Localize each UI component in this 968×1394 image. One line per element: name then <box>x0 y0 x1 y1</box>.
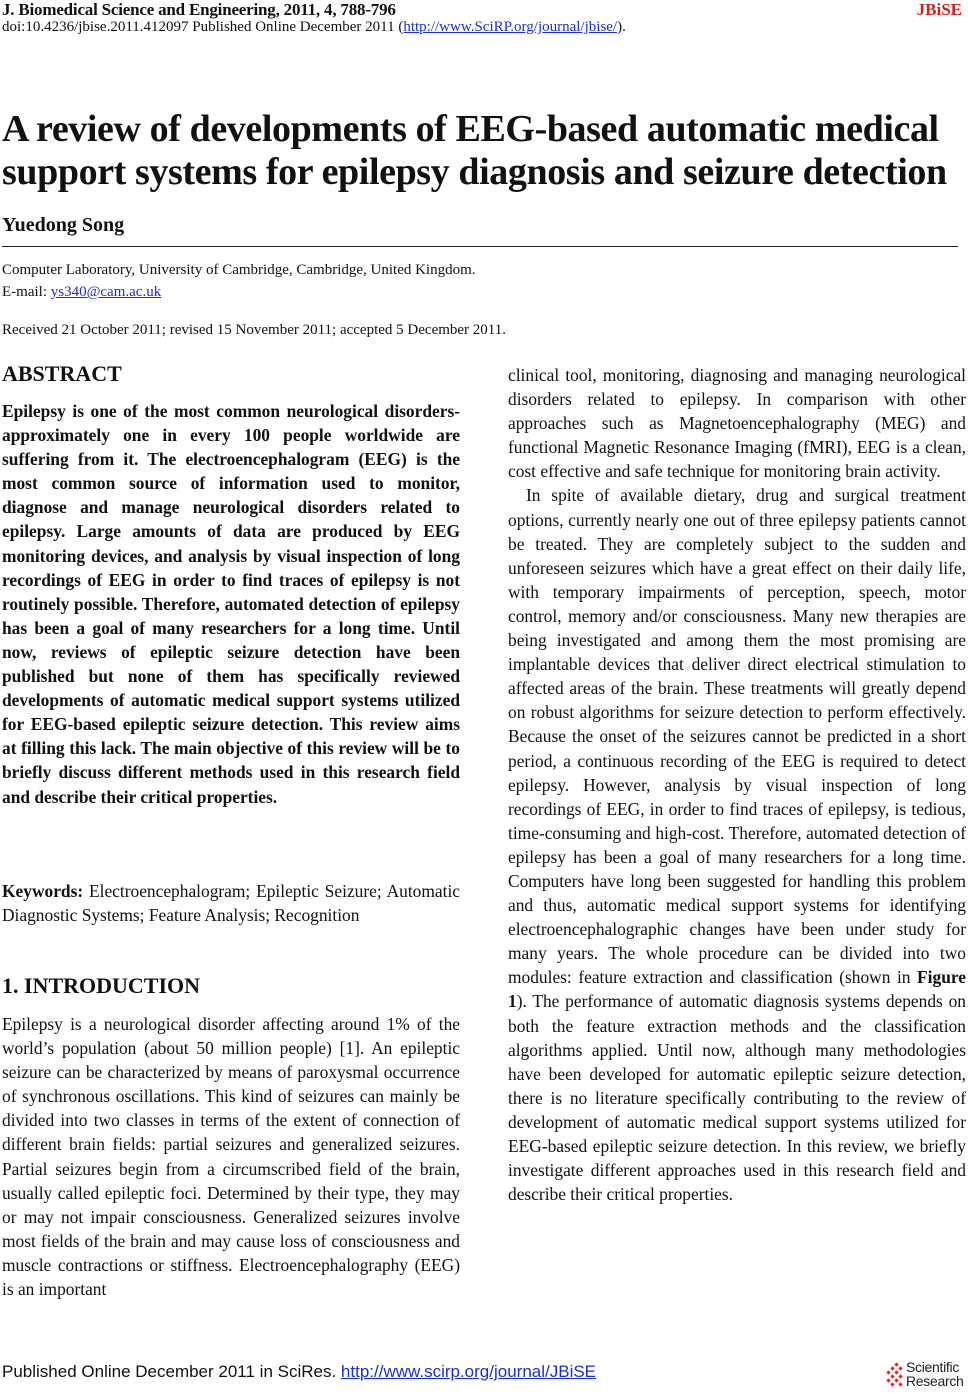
introduction-right-column <box>508 363 966 1206</box>
introduction-paragraph-1: Epilepsy is a neurological disorder affecting around 1% of the world’s population (about 50 million people) [1]. An epileptic seizure can be characterized by means of paroxysmal occurrence of synchronous oscillations. This kind of seizures can mainly be divided into two classes in terms of the extent of connection of different brain fields: partial seizures and generalized seizures. Partial seizures begin from a circumscribed field of the brain, usually called epileptic foci. Determined by their type, they may or may not impair consciousness. Generalized seizures involve most fields of the brain and may cause loss of consciousness and muscle contractions or stiffness. Electroencephalography (EEG) is an important <box>2 1014 460 1300</box>
affiliation: Computer Laboratory, University of Cambridge, Cambridge, United Kingdom. <box>2 262 476 278</box>
article-title: A review of developments of EEG-based automatic medical support systems for epilepsy diagnosis and seizure detection <box>2 108 947 193</box>
title-divider <box>2 246 958 247</box>
logo-diamond-icon <box>886 1362 906 1390</box>
received-dates: Received 21 October 2011; revised 15 November 2011; accepted 5 December 2011. <box>2 322 506 338</box>
doi-suffix: ). <box>617 19 626 35</box>
journal-citation: J. Biomedical Science and Engineering, 2011, 4, 788-796 <box>2 0 396 19</box>
keywords <box>2 879 460 927</box>
journal-url-link[interactable]: http://www.SciRP.org/journal/jbise/ <box>403 19 618 35</box>
introduction-paragraph-2: In spite of available dietary, drug and surgical treatment options, currently nearly one out of three epilepsy patients cannot be treated. They are completely subject to the sudden and unforeseen seizures which have a great effect on their daily life, with temporary impairments of perception, speech, motor control, memory and/or consciousness. Many new therapies are being investigated and among them the most promising are implantable devices that deliver direct electrical stimulation to affected areas of the brain. These treatments will greatly depend on robust algorithms for seizure detection to perform effectively. Because the onset of the seizures cannot be predicted in a short period, a continuous recording of the EEG is required to detect epilepsy. However, analysis by visual inspection of long recordings of EEG, in order to find traces of epilepsy, is tedious, time-consuming and high-cost. Therefore, automated detection of epilepsy has been a goal of many researchers for a long time. Computers have long been suggested for handling this problem and thus, automatic medical support systems for identifying electroencephalographic changes have been under study for many years. The whole procedure can be divided into two modules: feature extraction and classification (shown in Figure 1). The performance of automatic diagnosis systems depends on both the feature extraction methods and the classification algorithms applied. Until now, although many methodologies have been developed for automatic epileptic seizure detection, there is no literature specifically contributing to the review of development of automatic medical support systems utilized for EEG-based epileptic seizure detection. In this review, we briefly investigate different approaches used in this research field and describe their critical properties. <box>508 485 966 1205</box>
email-label: E-mail: <box>2 284 51 300</box>
doi-line <box>2 19 626 36</box>
author-name: Yuedong Song <box>2 214 125 236</box>
footer-publication-line <box>2 1362 596 1382</box>
introduction-paragraph-1-cont: clinical tool, monitoring, diagnosing and managing neurological disorders related to epilepsy. In comparison with other approaches such as Magnetoencephalography (MEG) and functional Magnetic Resonance Imaging (fMRI), EEG is a clean, cost effective and safe technique for monitoring brain activity. <box>508 365 966 482</box>
abstract-heading: ABSTRACT <box>2 361 122 386</box>
introduction-heading: 1. INTRODUCTION <box>2 973 201 998</box>
footer-journal-link[interactable]: http://www.scirp.org/journal/JBiSE <box>340 1362 597 1381</box>
figure-1-reference[interactable]: Figure 1 <box>508 967 966 1012</box>
abstract-body: Epilepsy is one of the most common neurological disorders-approximately one in every 100 people worldwide are suffering from it. The electroencephalogram (EEG) is the most common source of information used to monitor, diagnose and manage neurological disorders related to epilepsy. Large amounts of data are produced by EEG monitoring devices, and analysis by visual inspection of long recordings of EEG in order to find traces of epilepsy is not routinely possible. Therefore, automated detection of epilepsy has been a goal of many researchers for a long time. Until now, reviews of epileptic seizure detection have been published but none of them has specifically reviewed developments of automatic medical support systems utilized for EEG-based epileptic seizure detection. This review aims at filling this lack. The main objective of this review will be to briefly discuss different methods used in this research field and describe their critical properties. <box>2 401 460 807</box>
logo-text: Scientific Research <box>906 1359 964 1389</box>
email-link[interactable]: ys340@cam.ac.uk <box>50 284 162 300</box>
keywords-label: Keywords: <box>2 881 84 901</box>
keywords-text: Electroencephalogram; Epileptic Seizure; Automatic Diagnostic Systems; Feature Analysis; Recognition <box>2 881 460 926</box>
footer-text: Published Online December 2011 in SciRes. <box>2 1362 341 1381</box>
doi-text: doi:10.4236/jbise.2011.412097 Published Online December 2011 ( <box>2 19 404 35</box>
journal-badge: JBiSE <box>916 0 962 19</box>
email-line <box>2 284 161 301</box>
scientific-research-logo <box>886 1360 966 1392</box>
